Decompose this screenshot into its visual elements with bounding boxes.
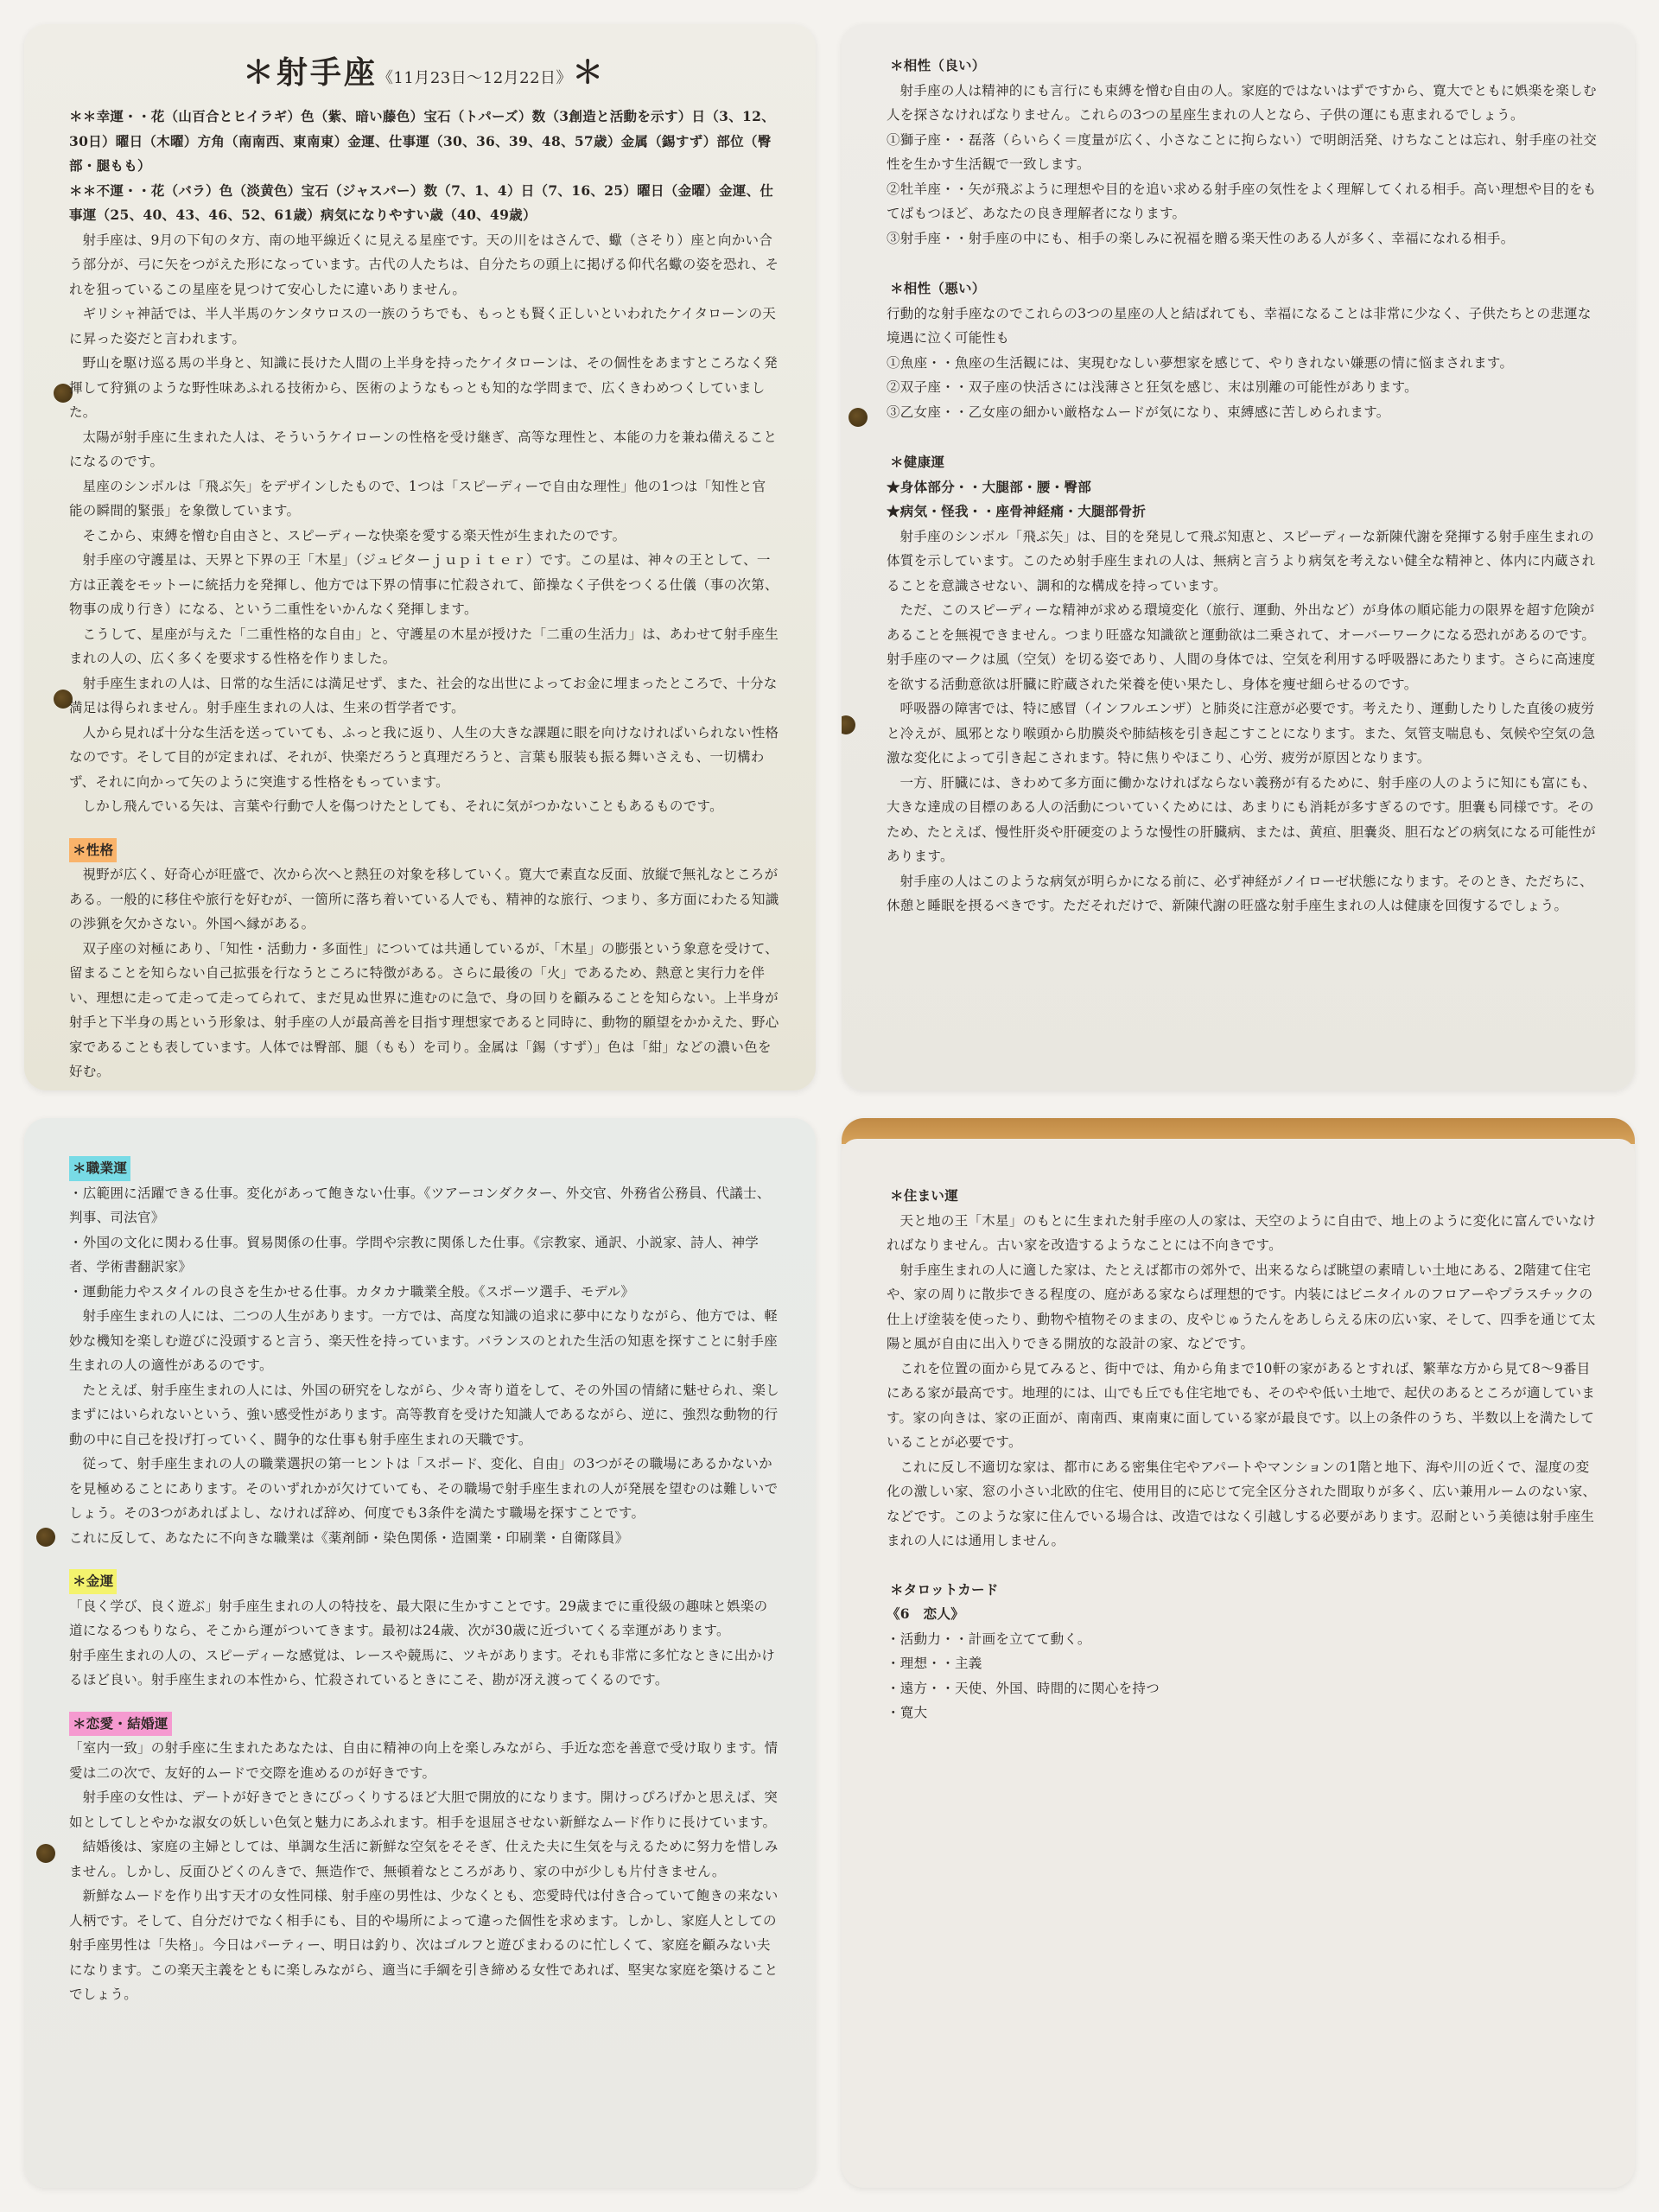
paragraph: 射手座の人は精神的にも言行にも束縛を憎む自由の人。家庭的ではないはずですから、寛大でともに娯楽を楽しむ人を探さなければなりません。これらの3つの星座生まれの人となら、子供の運にも恵まれるでしょう。 xyxy=(887,82,1597,123)
list-item: ③射手座・・射手座の中にも、相手の楽しみに祝福を贈る楽天性のある人が多く、幸福になれる相手。 xyxy=(887,230,1515,246)
list-item: ・広範囲に活躍できる仕事。変化があって飽きない仕事。《ツアーコンダクター、外交官、外務省公務員、代議士、判事、司法官》 xyxy=(69,1185,771,1225)
paragraph: 天と地の王「木星」のもとに生まれた射手座の人の家は、天空のように自由で、地上のように変化に富んでいなければなりません。古い家を改造するようなことには不向きです。 xyxy=(887,1212,1596,1253)
paragraph: 行動的な射手座なのでこれらの3つの星座の人と結ばれても、幸福になることは非常に少なく、子供たちとの悲運な境遇に泣く可能性も xyxy=(887,305,1592,346)
section-heading-good-match: ＊相性（良い） xyxy=(890,57,986,73)
binder-hole xyxy=(849,408,868,427)
page-title xyxy=(69,50,779,101)
paragraph: 一方、肝臓には、きわめて多方面に働かなければならない義務が有るために、射手座の人のように知にも富にも、大きな達成の目標のある人の活動についていくためには、あまりにも消耗が多すぎるのです。胆嚢も同様です。そのため、たとえば、慢性肝炎や肝硬変のような慢性の肝臓病、または、黄疸、胆嚢炎、胆石などの病気になる可能性があります。 xyxy=(887,774,1597,864)
paragraph: 呼吸器の障害では、特に感冒（インフルエンザ）と肺炎に注意が必要です。考えたり、運動したりした直後の疲労と冷えが、風邪となり喉頭から肋膜炎や肺結核を引き起こすことになります。また、気管支喘息も、気候や空気の急激な変化によって引き起こされます。特に焦りやほこり、心労、疲労が原因となります。 xyxy=(887,701,1596,766)
paragraph: 視野が広く、好奇心が旺盛で、次から次へと熱狂の対象を移していく。寛大で素直な反面、放縦で無礼なところがある。一般的に移住や旅行を好むが、一箇所に落ち着いている人でも、精神的な旅行、つまり、多方面にわたる知識の渉猟を欠かさない。外国へ縁がある。 xyxy=(69,867,779,931)
paragraph: 射手座生まれの人には、二つの人生があります。一方では、高度な知識の追求に夢中になりながら、他方では、軽妙な機知を楽しむ遊びに没頭すると言う、楽天性を持っています。バランスのとれた生活の知恵を探すことに射手座生まれの人の適性があるのです。 xyxy=(69,1308,779,1373)
list-item: ・運動能力やスタイルの良さを生かせる仕事。カタカナ職業全般。《スポーツ選手、モデル》 xyxy=(69,1283,635,1300)
binder-hole xyxy=(842,715,855,734)
health-body-parts: ★身体部分・・大腿部・腰・臀部 xyxy=(887,478,1092,495)
paragraph: 射手座の女性は、デートが好きでときにびっくりするほど大胆で開放的になります。開けっぴろげかと思えば、突如としてしとやかな淑女の妖しい色気と魅力にあふれます。相手を退屈させない新鮮なムード作りに長けています。 xyxy=(69,1789,779,1830)
section-heading-tarot: ＊タロットカード xyxy=(890,1580,999,1598)
paragraph: 射手座は、9月の下旬のタ方、南の地平線近くに見える星座です。天の川をはさんで、蠍（さそり）座と向かい合う部分が、弓に矢をつがえた形になっています。古代の人たちは、自分たちの頭上に掲げる仰代名蠍の姿を恐れ、それを狙っているこの星座を見つけて安心したに違いありません。 xyxy=(69,232,779,297)
paragraph: これに反して、あなたに不向きな職業は《薬剤師・染色関係・造園業・印刷業・自衛隊員》 xyxy=(69,1529,629,1546)
panel2-content xyxy=(887,54,1599,918)
lucky-info: ＊＊幸運・・花（山百合とヒイラギ）色（紫、暗い藤色）宝石（トパーズ）数（3創造と活動を示す）日（3、12、30日）曜日（木曜）方角（南南西、東南東）金運、仕事運（30、36、39、48、57歳）金属（錫すず）部位（臀部・腿もも） xyxy=(69,108,775,174)
paragraph: 射手座のシンボル「飛ぶ矢」は、目的を発見して飛ぶ知恵と、スピーディーな新陳代謝を発揮する射手座生まれの体質を示しています。このため射手座生まれの人は、無病と言うより病気を考えない健全な精神と、体内に内蔵されることを意識させない、調和的な構成を持っています。 xyxy=(887,528,1596,594)
paragraph: これに反し不適切な家は、都市にある密集住宅やアパートやマンションの1階と地下、海や川の近くで、湿度の変化の激しい家、窓の小さい北欧的住宅、使用目的に応じて完全区分された間取りが多く、広い兼用ルームのない家、などです。このような家に住んでいる場合は、改造ではなく引越しする必要があります。忍耐という美徳は射手座生まれの人には通用しません。 xyxy=(887,1459,1597,1548)
paragraph: 新鮮なムードを作り出す天才の女性同様、射手座の男性は、少なくとも、恋愛時代は付き合っていて飽きの来ない人柄です。そして、自分だけでなく相手にも、目的や場所によって違った個性を求めます。しかし、家庭人としての射手座男性は「失格」。今日はパーティー、明日は釣り、次はゴルフと遊びまわるのに忙しくて、家庭を顧みない夫になります。この楽天主義をともに楽しみながら、適当に手綱を引き締める女性であれば、堅実な家庭を築けることでしょう。 xyxy=(69,1888,779,2002)
list-item: ・活動力・・計画を立てて動く。 xyxy=(887,1630,1091,1647)
page-panel-2 xyxy=(842,24,1635,1090)
section-heading-love: ＊恋愛・結婚運 xyxy=(69,1712,172,1737)
page-panel-3 xyxy=(24,1118,816,2188)
paragraph: ギリシャ神話では、半人半馬のケンタウロスの一族のうちでも、もっとも賢く正しいといわれたケイタローンの天に昇った姿だと言われます。 xyxy=(69,306,777,346)
list-item: ・寛大 xyxy=(887,1705,928,1720)
list-item: ②牡羊座・・矢が飛ぶように理想や目的を追い求める射手座の気性をよく理解してくれる相手。高い理想や目的をもてばもつほど、あなたの良き理解者になります。 xyxy=(887,181,1597,221)
paragraph: しかし飛んでいる矢は、言葉や行動で人を傷つけたとしても、それに気がつかないこともあるものです。 xyxy=(82,798,723,814)
paragraph: 射手座生まれの人は、日常的な生活には満足せず、また、社会的な出世によってお金に埋まったところで、十分な満足は得られません。射手座生まれの人は、生来の哲学者です。 xyxy=(69,675,778,715)
paragraph: 射手座の人はこのような病気が明らかになる前に、必ず神経がノイローゼ状態になります。そのとき、ただちに、休憩と睡眠を摂るべきです。ただそれだけで、新陳代謝の旺盛な射手座生まれの人は健康を回復するでしょう。 xyxy=(887,873,1593,913)
panel4-content xyxy=(887,1184,1599,1726)
section-heading-career: ＊職業運 xyxy=(69,1156,130,1181)
paragraph: 射手座生まれの人に適した家は、たとえば都市の郊外で、出来るならば眺望の素晴しい土地にある、2階建て住宅や、家の周りに散歩できる程度の、庭がある家ならば理想的です。内装にはビニタイルのフロアーやプラスチックの仕上げ塗装を使ったり、動物や植物そのままの、皮やじゅうたんをあしらえる床の広い家、そして、四季を通じて太陽と風が自由に出入りできる開放的な設計の家、などです。 xyxy=(887,1262,1596,1351)
paragraph: ただ、このスピーディーな精神が求める環境変化（旅行、運動、外出など）が身体の順応能力の限界を超す危険があることを無視できません。つまり旺盛な知識欲と運動欲は二乗されて、オーバーワークになる恐れがあるのです。射手座のマークは風（空気）を切る姿であり、人間の身体では、空気を利用する呼吸器にあたります。さらに高速度を欲する活動意欲は肝臓に貯蔵された栄養を使い果たし、身体を痩せ細らせるのです。 xyxy=(887,602,1596,692)
title-star: ＊ xyxy=(572,54,607,91)
paragraph: 「良く学び、良く遊ぶ」射手座生まれの人の特技を、最大限に生かすことです。29歳までに重役級の趣味と娯楽の道になるつもりなら、そこから運がついてきます。最初は24歳、次が30歳に近づいてくる幸運があります。 xyxy=(69,1598,768,1638)
list-item: ①獅子座・・磊落（らいらく＝度量が広く、小さなことに拘らない）で明朗活発、けちなことは忘れ、射手座の社交性を生かす生活観で一致します。 xyxy=(887,131,1598,172)
section-heading-health: ＊健康運 xyxy=(890,454,945,470)
list-item: ①魚座・・魚座の生活観には、実現むなしい夢想家を感じて、やりきれない嫌悪の情に悩まされます。 xyxy=(887,354,1514,371)
unlucky-info: ＊＊不運・・花（バラ）色（淡黄色）宝石（ジャスパー）数（7、1、4）日（7、16、25）曜日（金曜）金運、仕事運（25、40、43、46、52、61歳）病気になりやすい歳（40、49歳） xyxy=(69,181,774,223)
paragraph: 従って、射手座生まれの人の職業選択の第一ヒントは「スポード、変化、自由」の3つがその職場にあるかないかを見極めることにあります。そのいずれかが欠けていても、その職場で射手座生まれの人が発展を望むのは難しいでしょう。その3つがあればよし、なければ辞め、何度でも3条件を満たす職場を探すことです。 xyxy=(69,1456,779,1521)
paragraph: こうして、星座が与えた「二重性格的な自由」と、守護星の木星が授けた「二重の生活力」は、あわせて射手座生まれの人の、広く多くを要求する性格を作りました。 xyxy=(69,626,779,666)
paragraph: これを位置の面から見てみると、街中では、角から角まで10軒の家があるとすれば、繁華な方から見て8〜9番目にある家が最高です。地理的には、山でも丘でも住宅地でも、そのやや低い土地で、起伏のあるところが適しています。家の向きは、家の正面が、南南西、東南東に面している家が最良です。以上の条件のうち、半数以上を満たしていることが必要です。 xyxy=(887,1360,1596,1450)
page-panel-1 xyxy=(24,24,816,1090)
section-heading-money: ＊金運 xyxy=(69,1569,117,1594)
title-dates: 《11月23日〜12月22日》 xyxy=(377,69,573,87)
paragraph: 双子座の対極にあり、「知性・活動力・多面性」については共通しているが、「木星」の膨張という象意を受けて、留まることを知らない自己拡張を行なうところに特徴がある。さらに最後の「火」であるため、熱意と実行力を伴い、理想に走って走って走ってられて、まだ見ぬ世界に進むのに急で、身の回りを顧みることを知らない。上半身が射手と下半身の馬という形象は、射手座の人が最高善を目指す理想家であると同時に、動物的願望をかかえた、野心家であることも表しています。人体では臀部、腿（もも）を司り。金属は「錫（すず）」色は「紺」などの濃い色を好む。 xyxy=(69,940,779,1079)
page-panel-4 xyxy=(842,1118,1635,2188)
paragraph: 野山を駆け巡る馬の半身と、知識に長けた人間の上半身を持ったケイタローンは、その個性をあますところなく発揮して狩猟のような野性味あふれる技術から、医術のようなもっとも知的な学問まで、広くきわめつくしていました。 xyxy=(69,355,778,420)
list-item: ③乙女座・・乙女座の細かい厳格なムードが気になり、束縛感に苦しめられます。 xyxy=(887,404,1390,420)
paragraph: 射手座生まれの人の、スピーディーな感覚は、レースや競馬に、ツキがあります。それも非常に多忙なときに出かけるほど良い。射手座生まれの本性から、忙殺されているときにこそ、勘が冴え渡ってくるのです。 xyxy=(69,1647,776,1688)
paragraph: 太陽が射手座に生まれた人は、そういうケイローンの性格を受け継ぎ、高等な理性と、本能の力を兼ね備えることになるのです。 xyxy=(69,429,778,469)
health-illness: ★病気・怪我・・座骨神経痛・大腿部骨折 xyxy=(887,503,1147,519)
paragraph: 星座のシンボルは「飛ぶ矢」をデザインしたもので、1つは「スピーディーで自由な理性」他の1つは「知性と官能の瞬間的緊張」を象徴しています。 xyxy=(69,478,766,518)
list-item: ・理想・・主義 xyxy=(887,1656,982,1671)
panel3-content xyxy=(69,1156,779,2007)
paragraph: 人から見れば十分な生活を送っていても、ふっと我に返り、人生の大きな課題に眼を向けなければいられない性格なのです。そして目的が定まれば、それが、快楽だろうと真理だろうと、言葉も服装も振る舞いさえも、一切構わず、それに向かって矢のように突進する性格をもっています。 xyxy=(69,724,779,790)
list-item: ・外国の文化に関わる仕事。貿易関係の仕事。学問や宗教に関係した仕事。《宗教家、通訳、小説家、詩人、神学者、学術書翻訳家》 xyxy=(69,1234,760,1274)
paragraph: 結婚後は、家庭の主婦としては、単調な生活に新鮮な空気をそそぎ、仕えた夫に生気を与えるために努力を惜しみません。しかし、反面ひどくのんきで、無造作で、無頓着なところがあり、家の中が少しも片付きません。 xyxy=(69,1839,779,1879)
section-heading-personality: ＊性格 xyxy=(69,838,117,863)
tarot-card-name: 《6 恋人》 xyxy=(887,1605,965,1622)
paragraph: 「室内一致」の射手座に生まれたあなたは、自由に精神の向上を楽しみながら、手近な恋を善意で受け取ります。情愛は二の次で、友好的ムードで交際を進めるのが好きです。 xyxy=(69,1740,779,1781)
section-heading-bad-match: ＊相性（悪い） xyxy=(890,280,986,296)
paragraph: そこから、束縛を憎む自由さと、スピーディーな快楽を愛する楽天性が生まれたのです。 xyxy=(82,527,626,543)
paragraph: たとえば、射手座生まれの人には、外国の研究をしながら、少々寄り道をして、その外国の情緒に魅せられ、楽しまずにはいられないという、強い感受性があります。高等教育を受けた知識人であるながら、逆に、強烈な動物的行動の中に自己を投げ打っていく、闘争的な仕事も射手座生まれの天職です。 xyxy=(69,1382,779,1447)
binder-hole xyxy=(36,1844,55,1863)
list-item: ②双子座・・双子座の快活さには浅薄さと狂気を感じ、末は別離の可能性があります。 xyxy=(887,379,1418,395)
paragraph: 射手座の守護星は、天界と下界の王「木星」（ジュピターｊｕｐｉｔｅｒ）です。この星は、神々の王として、一方は正義をモットーに統括力を発揮し、他方では下界の情事に忙殺されて、節操なく子供をつくる仕儀（事の次第、物事の成り行き）になる、という二重性をいかんなく発揮します。 xyxy=(69,552,779,617)
title-text: ＊射手座 xyxy=(242,54,378,91)
panel1-content xyxy=(69,50,779,1084)
section-heading-home: ＊住まい運 xyxy=(890,1187,959,1204)
binder-hole xyxy=(36,1528,55,1547)
list-item: ・遠方・・天使、外国、時間的に関心を持つ xyxy=(887,1680,1160,1696)
